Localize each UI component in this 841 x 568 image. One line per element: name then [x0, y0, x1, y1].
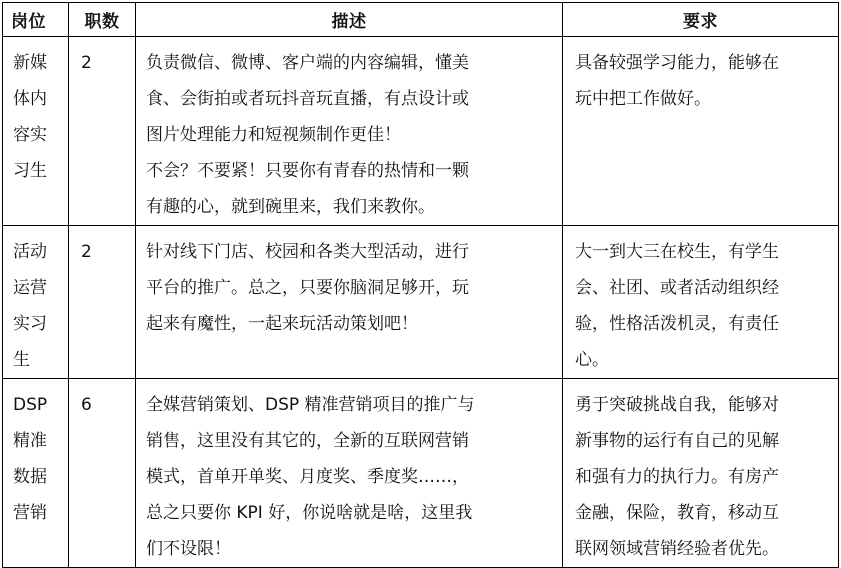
table-body — [3, 37, 839, 568]
position-line: 体内 — [13, 89, 47, 109]
position-line: 实习 — [13, 314, 47, 334]
position-line: 新媒 — [13, 53, 47, 73]
description-cell — [136, 226, 563, 379]
description-line: 食、会街拍或者玩抖音玩直播，有点设计或 — [146, 89, 469, 109]
position-line: 营销 — [13, 503, 47, 523]
requirement-line: 验，性格活泼机灵，有责任 — [575, 314, 779, 334]
description-line: 总之只要你 KPI 好，你说啥就是啥，这里我 — [146, 503, 473, 523]
requirement-line: 和强有力的执行力。有房产 — [575, 467, 779, 487]
description-line: 平台的推广。总之，只要你脑洞足够开，玩 — [146, 278, 469, 298]
description-cell — [136, 379, 563, 568]
description-line: 图片处理能力和短视频制作更佳！ — [146, 125, 401, 145]
description-line: 销售，这里没有其它的，全新的互联网营销 — [146, 431, 469, 451]
requirement-line: 心。 — [575, 350, 609, 370]
position-cell — [3, 226, 69, 379]
table-header — [3, 3, 839, 37]
requirements-cell — [563, 37, 839, 226]
position-cell — [3, 37, 69, 226]
requirement-line: 新事物的运行有自己的见解 — [575, 431, 779, 451]
requirements-cell — [563, 226, 839, 379]
description-line: 模式，首单开单奖、月度奖、季度奖……， — [146, 467, 469, 487]
position-line: 精准 — [13, 431, 47, 451]
requirement-line: 玩中把工作做好。 — [575, 89, 711, 109]
requirement-line: 联网领域营销经验者优先。 — [575, 539, 779, 559]
requirement-line: 具备较强学习能力，能够在 — [575, 53, 779, 73]
position-line: 活动 — [13, 242, 47, 262]
position-line: 习生 — [13, 161, 47, 181]
requirement-line: 金融，保险，教育，移动互 — [575, 503, 779, 523]
count-cell: 2 — [69, 226, 136, 379]
description-line: 不会？不要紧！只要你有青春的热情和一颗 — [146, 161, 469, 181]
count-cell: 6 — [69, 379, 136, 568]
position-cell — [3, 379, 69, 568]
position-line: 容实 — [13, 125, 47, 145]
position-line: DSP — [13, 395, 48, 415]
table-row — [3, 37, 839, 226]
description-line: 负责微信、微博、客户端的内容编辑，懂美 — [146, 53, 469, 73]
description-line: 们不设限！ — [146, 539, 231, 559]
table-row — [3, 226, 839, 379]
header-requirements: 要求 — [563, 3, 839, 37]
count-cell: 2 — [69, 37, 136, 226]
position-line: 数据 — [13, 467, 47, 487]
header-row — [3, 3, 839, 37]
description-line: 有趣的心，就到碗里来，我们来教你。 — [146, 197, 435, 217]
position-line: 生 — [13, 350, 30, 370]
description-line: 全媒营销策划、DSP 精准营销项目的推广与 — [146, 395, 475, 415]
requirement-line: 大一到大三在校生，有学生 — [575, 242, 779, 262]
table-row — [3, 379, 839, 568]
header-description: 描述 — [136, 3, 563, 37]
header-position: 岗位 — [3, 3, 69, 37]
position-line: 运营 — [13, 278, 47, 298]
requirement-line: 会、社团、或者活动组织经 — [575, 278, 779, 298]
description-line: 针对线下门店、校园和各类大型活动，进行 — [146, 242, 469, 262]
requirements-cell — [563, 379, 839, 568]
description-line: 起来有魔性，一起来玩活动策划吧！ — [146, 314, 418, 334]
requirement-line: 勇于突破挑战自我，能够对 — [575, 395, 779, 415]
description-cell — [136, 37, 563, 226]
header-count: 职数 — [69, 3, 136, 37]
job-positions-table — [2, 2, 839, 568]
